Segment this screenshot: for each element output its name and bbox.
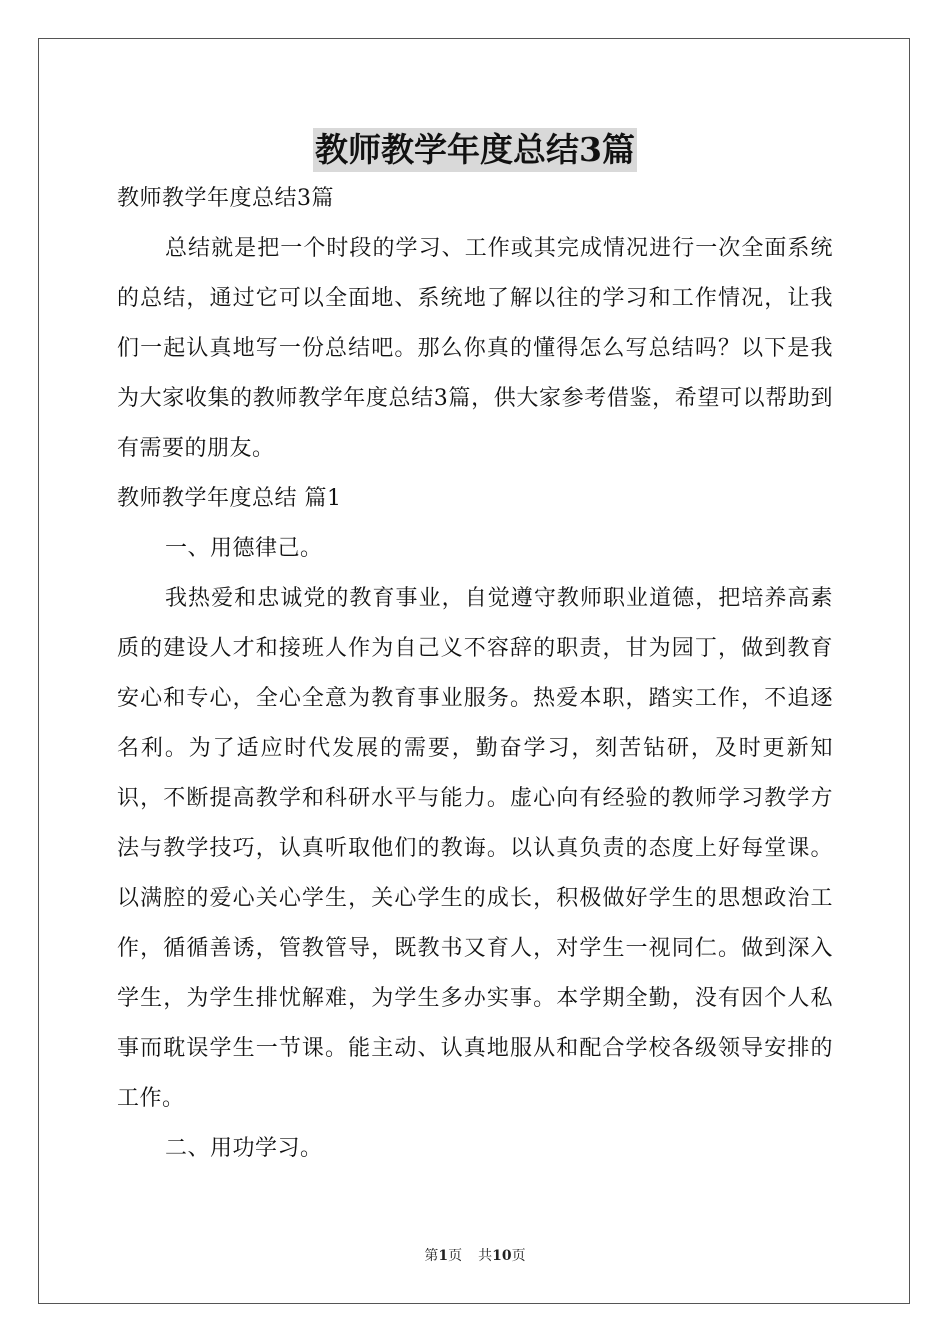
total-suffix: 页: [511, 1248, 526, 1264]
page-suffix: 页: [448, 1248, 463, 1264]
document-body: [117, 174, 833, 1174]
page-footer: [0, 1246, 950, 1266]
page-current: 1: [438, 1248, 449, 1264]
point-heading-1: 一、用德律己。: [165, 536, 323, 561]
body-paragraph: 我热爱和忠诚党的教育事业，自觉遵守教师职业道德，把培养高素质的建设人才和接班人作为自己义不容辞的职责，甘为园丁，做到教育安心和专心，全心全意为教育事业服务。热爱本职，踏实工作，不追逐名利。为了适应时代发展的需要，勤奋学习，刻苦钻研，及时更新知识，不断提高教学和科研水平与能力。虚心向有经验的教师学习教学方法与教学技巧，认真听取他们的教诲。以认真负责的态度上好每堂课。以满腔的爱心关心学生，关心学生的成长，积极做好学生的思想政治工作，循循善诱，管教管导，既教书又育人，对学生一视同仁。做到深入学生，为学生排忧解难，为学生多办实事。本学期全勤，没有因个人私事而耽误学生一节课。能主动、认真地服从和配合学校各级领导安排的工作。: [117, 586, 833, 1111]
subtitle-line: 教师教学年度总结3篇: [117, 186, 334, 211]
page-total: 10: [492, 1248, 512, 1264]
section-heading: 教师教学年度总结 篇1: [117, 486, 342, 511]
intro-paragraph: 总结就是把一个时段的学习、工作或其完成情况进行一次全面系统的总结，通过它可以全面地、系统地了解以往的学习和工作情况，让我们一起认真地写一份总结吧。那么你真的懂得怎么写总结吗？以下是我为大家收集的教师教学年度总结3篇，供大家参考借鉴，希望可以帮助到有需要的朋友。: [117, 236, 833, 461]
document-title: 教师教学年度总结3篇: [313, 128, 637, 172]
document-title-wrapper: [0, 128, 950, 178]
page-prefix: 第: [424, 1248, 439, 1264]
total-prefix: 共: [478, 1248, 493, 1264]
point-heading-2: 二、用功学习。: [165, 1136, 323, 1161]
